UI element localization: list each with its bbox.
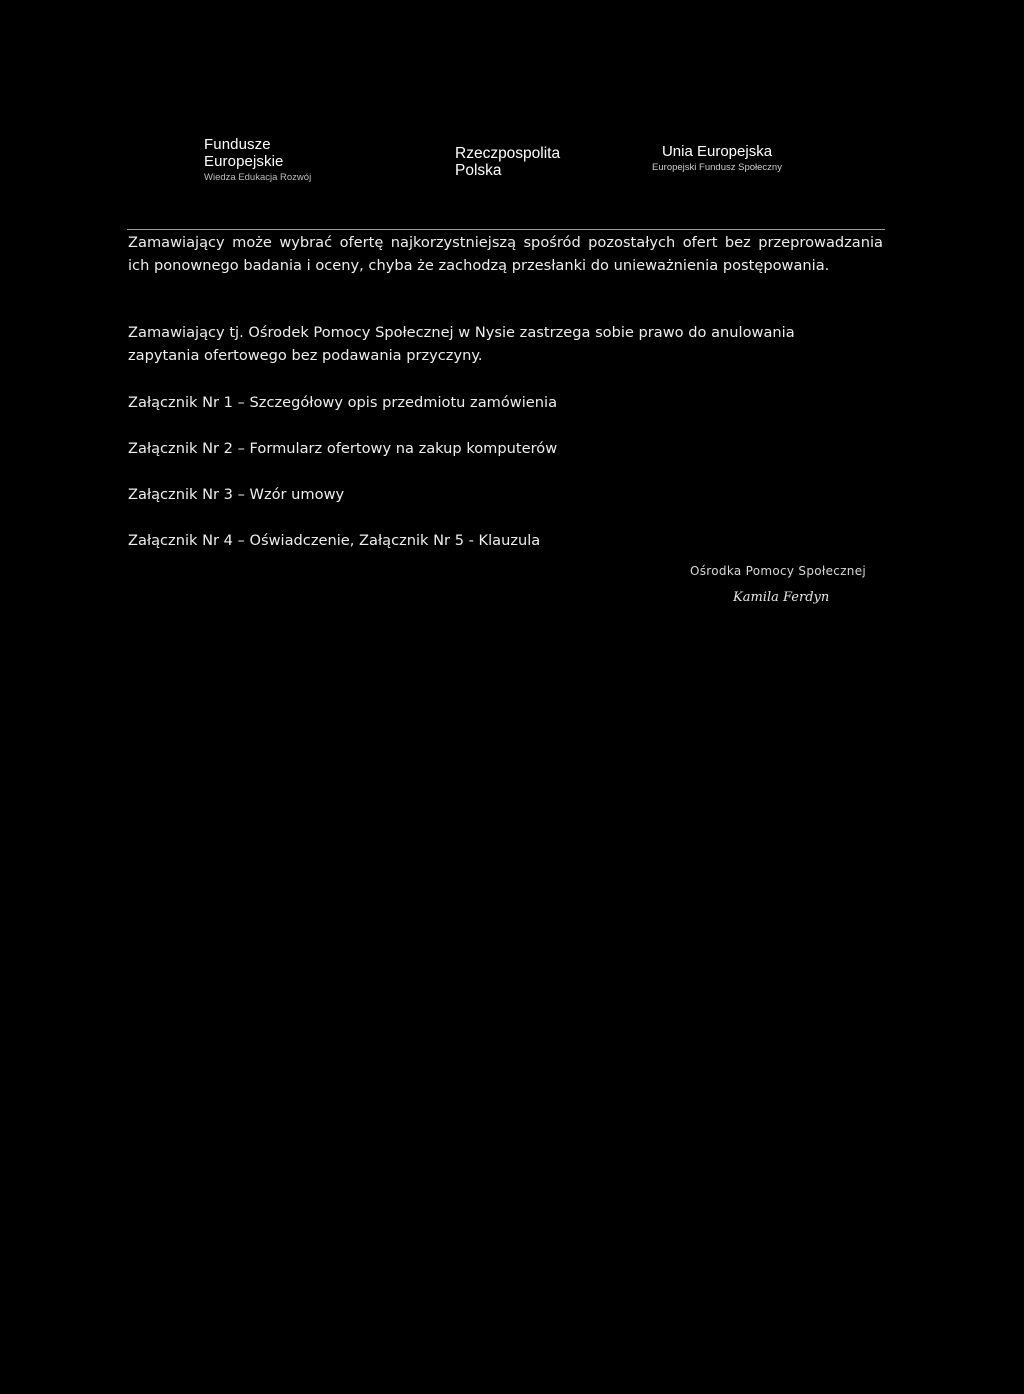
attachment-item: Załącznik Nr 4 – Oświadczenie, Załącznik Nr 5 - Klauzula <box>128 532 541 549</box>
logo-ue-line1: Unia Europejska <box>661 143 773 160</box>
unia-europejska-logo <box>617 143 817 174</box>
attachment-item: Załącznik Nr 3 – Wzór umowy <box>128 486 345 503</box>
logo-fe-line1: Fundusze <box>204 136 271 153</box>
logo-rp-line1: Rzeczpospolita <box>455 145 561 162</box>
attachment-item: Załącznik Nr 2 – Formularz ofertowy na zakup komputerów <box>128 440 558 457</box>
fundusze-europejskie-logo <box>204 136 364 185</box>
header-divider <box>127 229 885 230</box>
logo-fe-tagline: Wiedza Edukacja Rozwój <box>204 172 312 183</box>
attachment-item: Załącznik Nr 1 – Szczegółowy opis przedmiotu zamówienia <box>128 394 558 411</box>
paragraph2-line2: zapytania ofertowego bez podawania przyczyny. <box>128 346 483 364</box>
paragraph-cancellation-right <box>128 322 883 367</box>
handwritten-signature: Kamila Ferdyn <box>733 590 830 605</box>
paragraph-offer-selection: Zamawiający może wybrać ofertę najkorzystniejszą spośród pozostałych ofert bez przeprowadzania ich ponownego badania i oceny, chyba że zachodzą przesłanki do unieważnienia postępowania. <box>128 234 883 274</box>
logo-rp-line2: Polska <box>455 162 502 179</box>
logo-ue-line2: Europejski Fundusz Społeczny <box>652 162 782 173</box>
paragraph2-line1: Zamawiający tj. Ośrodek Pomocy Społecznej w Nysie zastrzega sobie prawo do anulowania <box>128 324 795 341</box>
stamp-text: Ośrodka Pomocy Społecznej <box>690 564 867 578</box>
official-stamp <box>690 560 880 584</box>
logo-fe-line2: Europejskie <box>204 153 284 170</box>
rzeczpospolita-polska-logo <box>455 145 615 179</box>
